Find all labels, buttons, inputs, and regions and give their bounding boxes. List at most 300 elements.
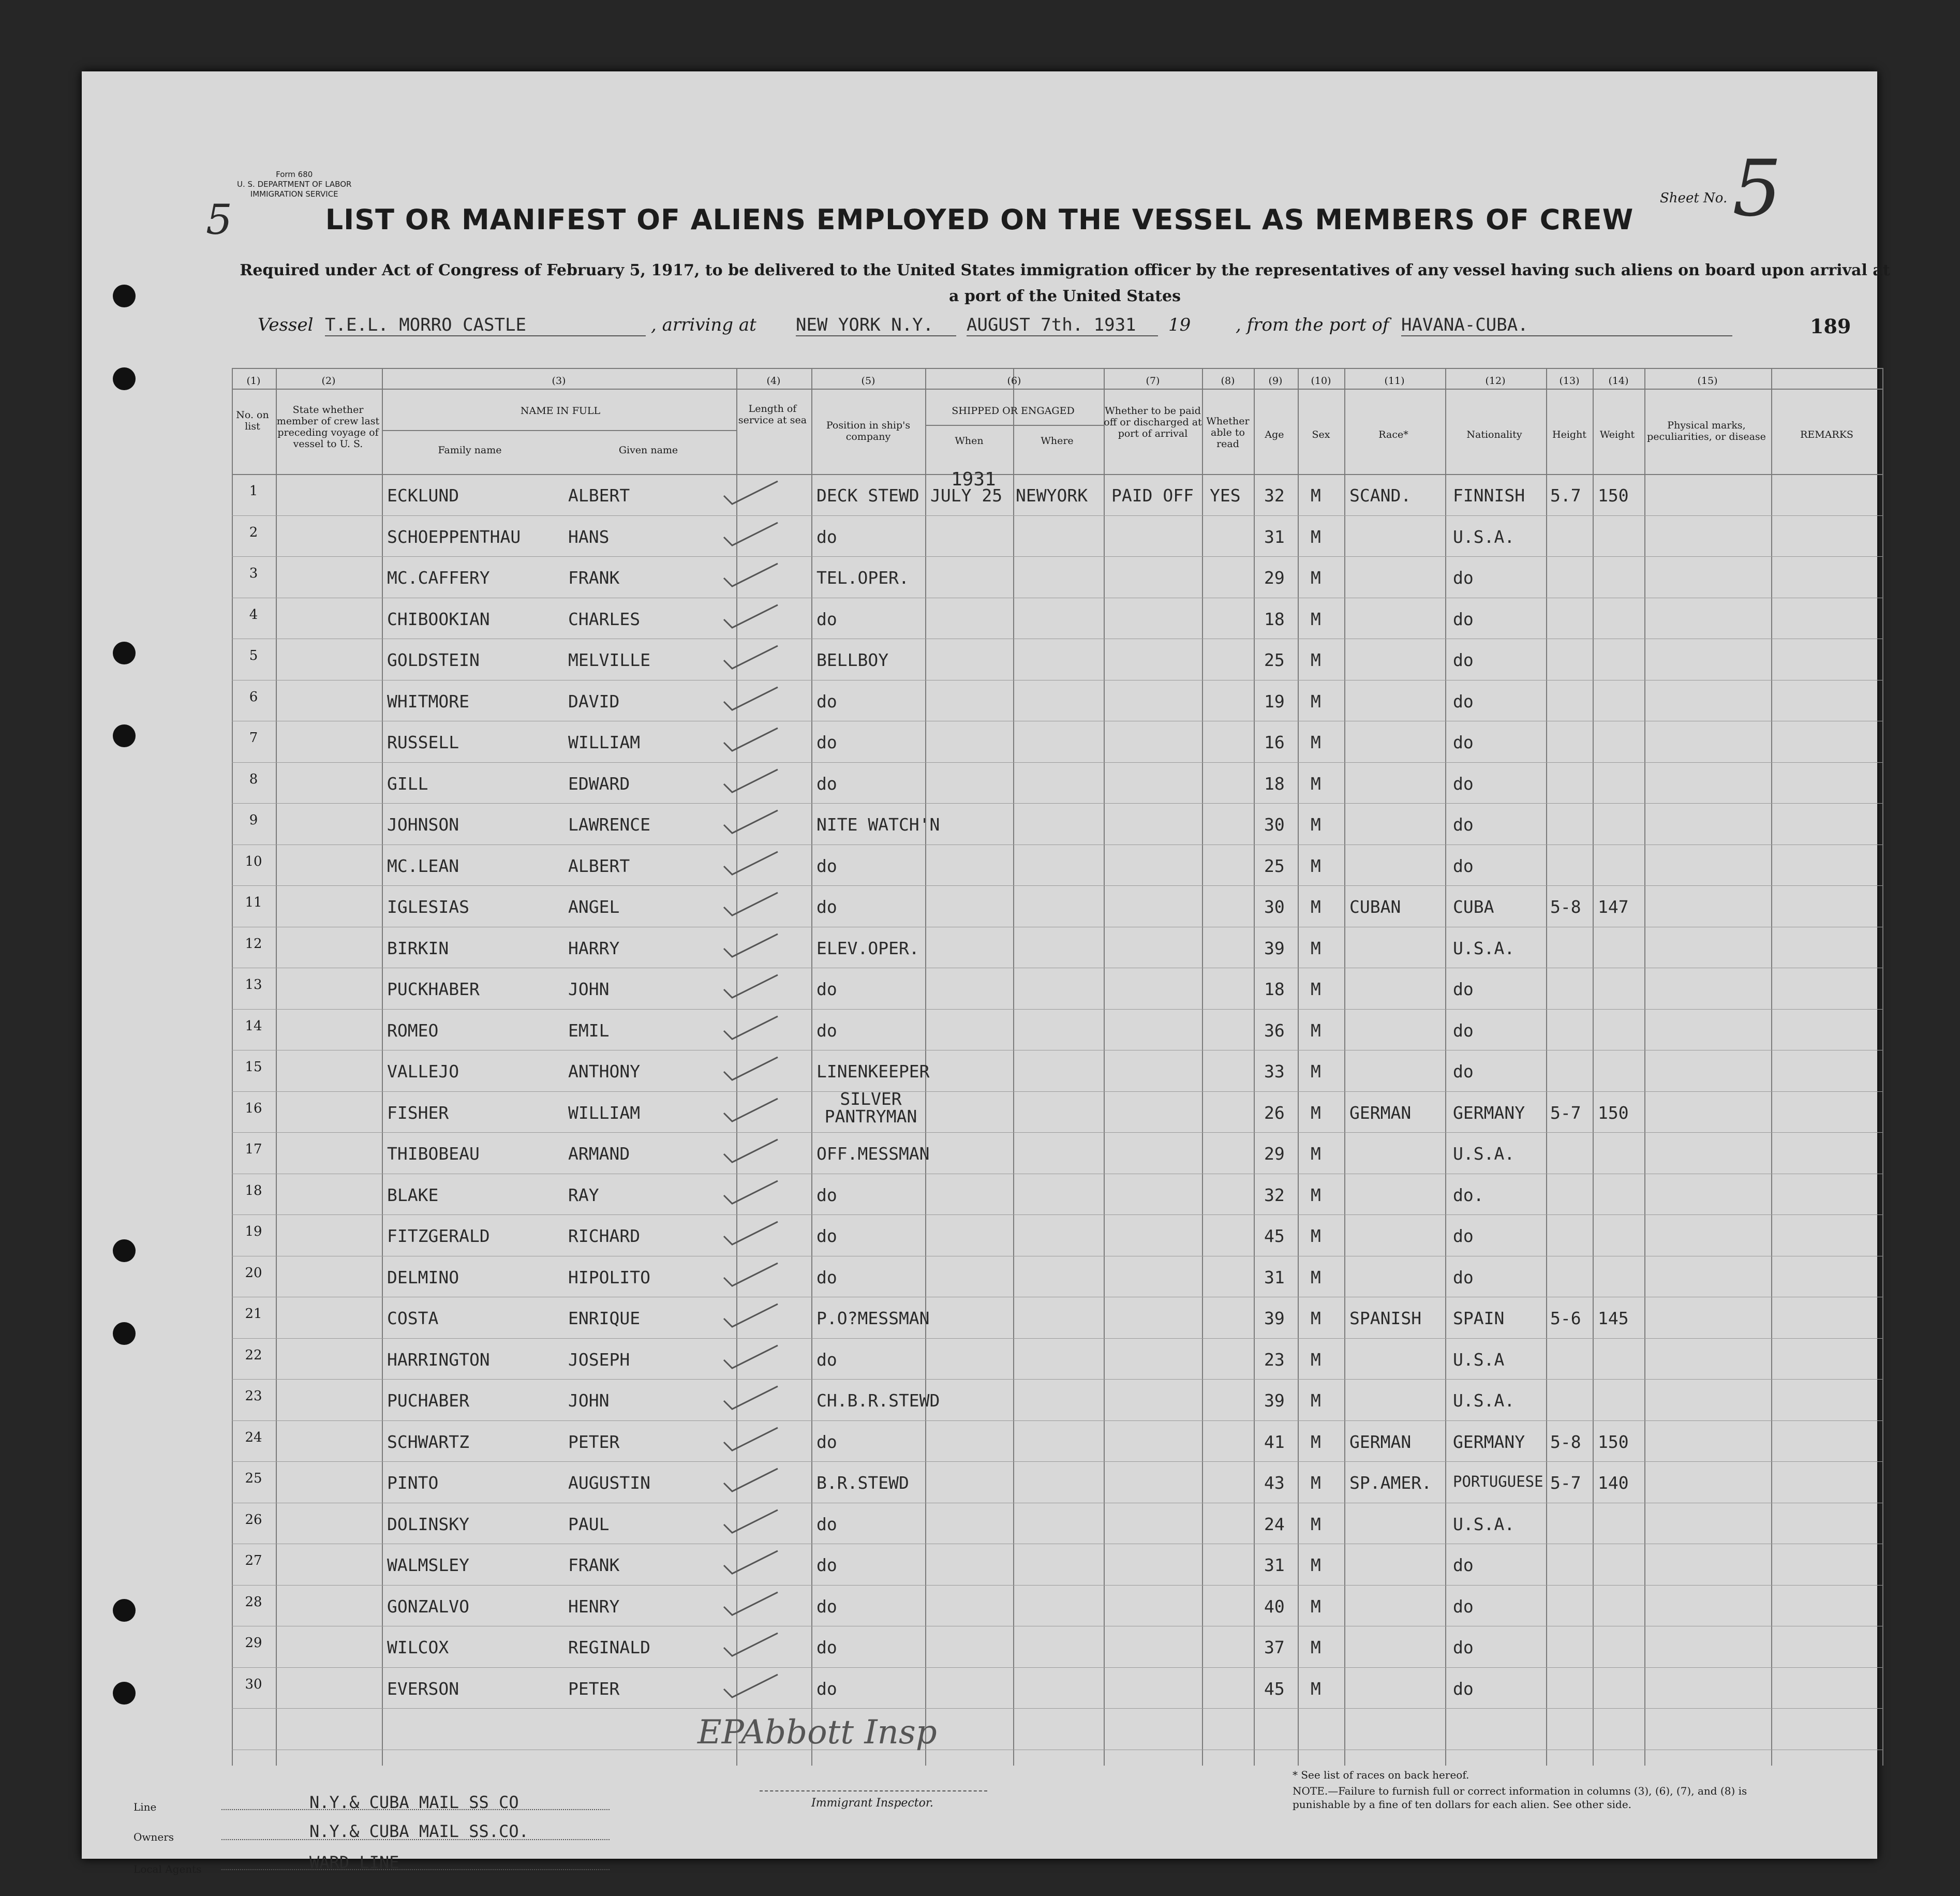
age-cell: 18 bbox=[1264, 979, 1285, 999]
age-cell: 36 bbox=[1264, 1020, 1285, 1041]
position-cell: LINENKEEPER bbox=[816, 1061, 930, 1082]
age-cell: 39 bbox=[1264, 1390, 1285, 1411]
punch-hole bbox=[113, 1239, 136, 1262]
header-where: Where bbox=[1041, 435, 1074, 447]
page-title: LIST OR MANIFEST OF ALIENS EMPLOYED ON THE VESSEL AS MEMBERS OF CREW bbox=[325, 203, 1634, 236]
header-state-whether: State whether member of crew last preceding voyage of vessel to U. S. bbox=[276, 404, 380, 450]
nationality-cell: do bbox=[1453, 1678, 1474, 1699]
line-value: N.Y.& CUBA MAIL SS CO bbox=[309, 1793, 519, 1812]
nationality-cell: CUBA bbox=[1453, 897, 1494, 917]
header-physical: Physical marks, peculiarities, or disease bbox=[1647, 420, 1766, 442]
column-number: (3) bbox=[552, 375, 566, 387]
table-row bbox=[232, 1009, 1882, 1050]
row-number: 9 bbox=[249, 812, 258, 828]
position-cell: do bbox=[816, 1267, 837, 1287]
check-mark-icon bbox=[721, 1630, 757, 1648]
check-mark-icon bbox=[721, 890, 757, 907]
age-cell: 25 bbox=[1264, 855, 1285, 876]
given-name-cell: MELVILLE bbox=[568, 650, 650, 670]
age-cell: 39 bbox=[1264, 938, 1285, 958]
sex-cell: M bbox=[1311, 1678, 1321, 1699]
row-number: 28 bbox=[245, 1594, 262, 1610]
check-mark-icon bbox=[721, 684, 757, 702]
given-name-cell: PAUL bbox=[568, 1514, 610, 1534]
vessel-label: Vessel bbox=[258, 315, 314, 335]
check-mark-icon bbox=[721, 1507, 757, 1524]
given-name-cell: PETER bbox=[568, 1431, 620, 1452]
column-number: (7) bbox=[1146, 375, 1160, 387]
header-sex: Sex bbox=[1312, 429, 1330, 440]
sex-cell: M bbox=[1311, 773, 1321, 794]
penalty-note: NOTE.—Failure to furnish full or correct information in columns (3), (6), (7), and (8) is punishable by a fine of ten dollars for each alien. See other side. bbox=[1293, 1785, 1747, 1811]
nationality-cell: U.S.A. bbox=[1453, 526, 1515, 547]
given-name-cell: ALBERT bbox=[568, 855, 630, 876]
service-name: IMMIGRATION SERVICE bbox=[250, 189, 338, 199]
sex-cell: M bbox=[1311, 732, 1321, 752]
table-row bbox=[232, 1338, 1882, 1380]
family-name-cell: EVERSON bbox=[387, 1678, 459, 1699]
arriving-label: , arriving at bbox=[651, 315, 756, 335]
agents-underline bbox=[221, 1849, 610, 1870]
column-number: (2) bbox=[321, 375, 336, 387]
row-number: 19 bbox=[245, 1224, 262, 1239]
nationality-cell: do bbox=[1453, 609, 1474, 629]
given-name-cell: HIPOLITO bbox=[568, 1267, 650, 1287]
table-row bbox=[232, 1174, 1882, 1215]
family-name-cell: PINTO bbox=[387, 1473, 439, 1493]
family-name-cell: THIBOBEAU bbox=[387, 1144, 480, 1164]
table-row bbox=[232, 1461, 1882, 1503]
position-cell: do bbox=[816, 1596, 837, 1617]
paid-off-cell: PAID OFF bbox=[1111, 485, 1194, 506]
sheet-number-label: Sheet No. bbox=[1660, 190, 1728, 206]
family-name-cell: DOLINSKY bbox=[387, 1514, 469, 1534]
row-number: 20 bbox=[245, 1265, 262, 1281]
position-cell: do bbox=[816, 526, 837, 547]
family-name-cell: IGLESIAS bbox=[387, 897, 469, 917]
given-name-cell: PETER bbox=[568, 1678, 620, 1699]
race-cell: SPANISH bbox=[1349, 1308, 1422, 1328]
given-name-cell: LAWRENCE bbox=[568, 814, 650, 835]
vessel-name: T.E.L. MORRO CASTLE bbox=[325, 315, 646, 336]
check-mark-icon bbox=[721, 1383, 757, 1401]
given-name-cell: ANTHONY bbox=[568, 1061, 641, 1082]
family-name-cell: WILCOX bbox=[387, 1637, 449, 1657]
check-mark-icon bbox=[721, 1465, 757, 1483]
family-name-cell: JOHNSON bbox=[387, 814, 459, 835]
family-name-cell: MC.CAFFERY bbox=[387, 568, 490, 588]
family-name-cell: SCHWARTZ bbox=[387, 1431, 469, 1452]
weight-cell: 147 bbox=[1598, 897, 1629, 917]
table-row bbox=[232, 1585, 1882, 1626]
nationality-cell: U.S.A bbox=[1453, 1349, 1505, 1370]
family-name-cell: RUSSELL bbox=[387, 732, 459, 752]
nationality-cell: do bbox=[1453, 814, 1474, 835]
position-cell: do bbox=[816, 609, 837, 629]
sex-cell: M bbox=[1311, 1061, 1321, 1082]
agents-value: WARD LINE bbox=[309, 1853, 399, 1872]
given-name-cell: RICHARD bbox=[568, 1226, 641, 1246]
sex-cell: M bbox=[1311, 938, 1321, 958]
sex-cell: M bbox=[1311, 897, 1321, 917]
race-cell: SCAND. bbox=[1349, 485, 1412, 506]
check-mark-icon bbox=[721, 1136, 757, 1154]
row-number: 10 bbox=[245, 853, 262, 869]
sex-cell: M bbox=[1311, 1473, 1321, 1493]
nationality-cell: do bbox=[1453, 691, 1474, 712]
table-row bbox=[232, 1214, 1882, 1256]
table-row bbox=[232, 680, 1882, 721]
check-mark-icon bbox=[721, 478, 757, 496]
check-mark-icon bbox=[721, 1219, 757, 1236]
given-name-cell: FRANK bbox=[568, 568, 620, 588]
age-cell: 33 bbox=[1264, 1061, 1285, 1082]
check-mark-icon bbox=[721, 1178, 757, 1195]
nationality-cell: do bbox=[1453, 1555, 1474, 1575]
check-mark-icon bbox=[721, 560, 757, 578]
sex-cell: M bbox=[1311, 1596, 1321, 1617]
family-name-cell: GONZALVO bbox=[387, 1596, 469, 1617]
shipped-where-cell: NEWYORK bbox=[1016, 485, 1088, 506]
position-cell: B.R.STEWD bbox=[816, 1473, 909, 1493]
check-mark-icon bbox=[721, 1342, 757, 1360]
age-cell: 32 bbox=[1264, 1184, 1285, 1205]
given-name-cell: JOSEPH bbox=[568, 1349, 630, 1370]
age-cell: 31 bbox=[1264, 526, 1285, 547]
grid-column-line bbox=[1882, 368, 1883, 1766]
position-cell: DECK STEWD bbox=[816, 485, 919, 506]
position-cell: do bbox=[816, 773, 837, 794]
position-cell: do bbox=[816, 732, 837, 752]
line-label: Line bbox=[133, 1801, 157, 1813]
sex-cell: M bbox=[1311, 855, 1321, 876]
sheet-number-value: 5 bbox=[1732, 144, 1782, 234]
family-name-cell: FISHER bbox=[387, 1102, 449, 1123]
given-name-cell: CHARLES bbox=[568, 609, 641, 629]
nationality-cell: do bbox=[1453, 650, 1474, 670]
family-name-cell: MC.LEAN bbox=[387, 855, 459, 876]
position-cell: NITE WATCH'N bbox=[816, 814, 940, 835]
family-name-cell: ECKLUND bbox=[387, 485, 459, 506]
family-name-cell: BIRKIN bbox=[387, 938, 449, 958]
form-identification bbox=[237, 170, 351, 199]
position-cell: do bbox=[816, 979, 837, 999]
age-cell: 37 bbox=[1264, 1637, 1285, 1657]
row-number: 21 bbox=[245, 1306, 262, 1322]
nationality-cell: U.S.A. bbox=[1453, 1390, 1515, 1411]
age-cell: 39 bbox=[1264, 1308, 1285, 1328]
row-number: 16 bbox=[245, 1100, 262, 1116]
given-name-cell: WILLIAM bbox=[568, 1102, 641, 1123]
sex-cell: M bbox=[1311, 691, 1321, 712]
owners-value: N.Y.& CUBA MAIL SS.CO. bbox=[309, 1821, 529, 1841]
header-race: Race* bbox=[1378, 429, 1408, 440]
subheader-line bbox=[382, 430, 736, 431]
check-mark-icon bbox=[721, 520, 757, 537]
inspector-label: Immigrant Inspector. bbox=[811, 1797, 933, 1810]
position-cell: do bbox=[816, 1431, 837, 1452]
position-cell: do bbox=[816, 897, 837, 917]
family-name-cell: ROMEO bbox=[387, 1020, 439, 1041]
header-position: Position in ship's company bbox=[826, 420, 911, 442]
height-cell: 5.7 bbox=[1550, 485, 1581, 506]
race-cell: SP.AMER. bbox=[1349, 1473, 1432, 1493]
table-row bbox=[232, 721, 1882, 762]
given-name-cell: ARMAND bbox=[568, 1144, 630, 1164]
table-row bbox=[232, 1420, 1882, 1462]
row-number: 26 bbox=[245, 1512, 262, 1528]
nationality-cell: do bbox=[1453, 732, 1474, 752]
race-cell: GERMAN bbox=[1349, 1431, 1412, 1452]
sex-cell: M bbox=[1311, 1226, 1321, 1246]
row-number: 1 bbox=[249, 483, 258, 499]
sex-cell: M bbox=[1311, 568, 1321, 588]
row-number: 18 bbox=[245, 1182, 262, 1198]
family-name-cell: CHIBOOKIAN bbox=[387, 609, 490, 629]
nationality-cell: do bbox=[1453, 979, 1474, 999]
age-cell: 41 bbox=[1264, 1431, 1285, 1452]
given-name-cell: ALBERT bbox=[568, 485, 630, 506]
table-row bbox=[232, 639, 1882, 680]
header-remarks: REMARKS bbox=[1800, 429, 1853, 440]
age-cell: 30 bbox=[1264, 814, 1285, 835]
sex-cell: M bbox=[1311, 1267, 1321, 1287]
header-weight: Weight bbox=[1599, 429, 1635, 440]
family-name-cell: BLAKE bbox=[387, 1184, 439, 1205]
agents-label: Local Agents bbox=[133, 1863, 202, 1875]
shipped-when-cell: JULY 25 bbox=[930, 485, 1003, 506]
table-row bbox=[232, 968, 1882, 1009]
table-row bbox=[232, 515, 1882, 557]
vessel-line bbox=[258, 315, 1862, 340]
manifest-sheet bbox=[82, 71, 1890, 1875]
row-number: 13 bbox=[245, 977, 262, 993]
able-to-read-cell: YES bbox=[1210, 485, 1241, 506]
age-cell: 45 bbox=[1264, 1226, 1285, 1246]
given-name-cell: HANS bbox=[568, 526, 610, 547]
family-name-cell: VALLEJO bbox=[387, 1061, 459, 1082]
family-name-cell: HARRINGTON bbox=[387, 1349, 490, 1370]
given-name-cell: HARRY bbox=[568, 938, 620, 958]
position-cell: do bbox=[816, 1020, 837, 1041]
table-row bbox=[232, 1503, 1882, 1544]
age-cell: 32 bbox=[1264, 485, 1285, 506]
table-row bbox=[232, 1256, 1882, 1297]
weight-cell: 150 bbox=[1598, 1431, 1629, 1452]
position-cell: do bbox=[816, 1514, 837, 1534]
column-number: (5) bbox=[861, 375, 875, 387]
check-mark-icon bbox=[721, 1301, 757, 1319]
given-name-cell: AUGUSTIN bbox=[568, 1473, 650, 1493]
header-length-service: Length of service at sea bbox=[738, 403, 807, 426]
subheader-line bbox=[925, 425, 1104, 426]
race-cell: GERMAN bbox=[1349, 1102, 1412, 1123]
position-cell: OFF.MESSMAN bbox=[816, 1144, 930, 1164]
check-mark-icon bbox=[721, 725, 757, 743]
nationality-cell: GERMANY bbox=[1453, 1102, 1525, 1123]
table-row bbox=[232, 885, 1882, 927]
punch-hole bbox=[113, 642, 136, 664]
shipped-year: 1931 bbox=[951, 469, 996, 490]
position-cell: do bbox=[816, 1678, 837, 1699]
table-row bbox=[232, 1626, 1882, 1667]
column-number: (15) bbox=[1697, 375, 1718, 387]
grid-row-line bbox=[232, 368, 1882, 369]
grid-row-line bbox=[232, 389, 1882, 390]
position-cell: CH.B.R.STEWD bbox=[816, 1390, 940, 1411]
row-number: 4 bbox=[249, 606, 258, 623]
sex-cell: M bbox=[1311, 609, 1321, 629]
grid-row-line bbox=[232, 1708, 1882, 1709]
punch-hole bbox=[113, 1599, 136, 1622]
table-row bbox=[232, 845, 1882, 886]
row-number: 7 bbox=[249, 730, 258, 746]
age-cell: 31 bbox=[1264, 1267, 1285, 1287]
table-row bbox=[232, 1544, 1882, 1585]
form-number: Form 680 bbox=[276, 170, 313, 179]
table-row bbox=[232, 1667, 1882, 1709]
age-cell: 23 bbox=[1264, 1349, 1285, 1370]
position-cell: ELEV.OPER. bbox=[816, 938, 919, 958]
table-row bbox=[232, 1379, 1882, 1420]
nationality-cell: U.S.A. bbox=[1453, 938, 1515, 958]
height-cell: 5-7 bbox=[1550, 1473, 1581, 1493]
nationality-cell: GERMANY bbox=[1453, 1431, 1525, 1452]
sex-cell: M bbox=[1311, 1555, 1321, 1575]
crew-table bbox=[232, 368, 1960, 1766]
punch-hole bbox=[113, 285, 136, 307]
inspector-line bbox=[760, 1790, 987, 1791]
sex-cell: M bbox=[1311, 1102, 1321, 1123]
age-cell: 16 bbox=[1264, 732, 1285, 752]
from-port: HAVANA-CUBA. bbox=[1401, 315, 1732, 336]
nationality-cell: do. bbox=[1453, 1184, 1484, 1205]
race-cell: CUBAN bbox=[1349, 897, 1401, 917]
check-mark-icon bbox=[721, 602, 757, 619]
nationality-cell: U.S.A. bbox=[1453, 1144, 1515, 1164]
given-name-cell: ANGEL bbox=[568, 897, 620, 917]
header-height: Height bbox=[1552, 429, 1586, 440]
position-cell: do bbox=[816, 1226, 837, 1246]
nationality-cell: PORTUGUESE bbox=[1453, 1473, 1543, 1490]
punch-hole bbox=[113, 1682, 136, 1705]
given-name-cell: JOHN bbox=[568, 979, 610, 999]
punch-hole bbox=[113, 1322, 136, 1345]
family-name-cell: GOLDSTEIN bbox=[387, 650, 480, 670]
table-row bbox=[232, 598, 1882, 639]
check-mark-icon bbox=[721, 1425, 757, 1442]
header-paid-off: Whether to be paid off or discharged at port of arrival bbox=[1104, 405, 1202, 439]
sex-cell: M bbox=[1311, 1144, 1321, 1164]
check-mark-icon bbox=[721, 931, 757, 949]
check-mark-icon bbox=[721, 643, 757, 660]
position-cell: P.O?MESSMAN bbox=[816, 1308, 930, 1328]
sex-cell: M bbox=[1311, 1184, 1321, 1205]
row-number: 12 bbox=[245, 936, 262, 952]
column-number: (10) bbox=[1311, 375, 1331, 387]
position-cell: do bbox=[816, 855, 837, 876]
table-row bbox=[232, 1132, 1882, 1174]
row-number: 3 bbox=[249, 566, 258, 581]
sex-cell: M bbox=[1311, 979, 1321, 999]
header-family-name: Family name bbox=[438, 445, 502, 456]
check-mark-icon bbox=[721, 849, 757, 866]
table-row bbox=[232, 762, 1882, 804]
position-cell: TEL.OPER. bbox=[816, 568, 909, 588]
weight-cell: 150 bbox=[1598, 1102, 1629, 1123]
weight-cell: 150 bbox=[1598, 485, 1629, 506]
nationality-cell: do bbox=[1453, 568, 1474, 588]
header-able-read: Whether able to read bbox=[1206, 416, 1250, 450]
check-mark-icon bbox=[721, 807, 757, 825]
check-mark-icon bbox=[721, 1013, 757, 1031]
nationality-cell: FINNISH bbox=[1453, 485, 1525, 506]
table-row bbox=[232, 474, 1882, 515]
position-cell: do bbox=[816, 1555, 837, 1575]
weight-cell: 145 bbox=[1598, 1308, 1629, 1328]
header-nationality: Nationality bbox=[1466, 429, 1522, 440]
header-when: When bbox=[955, 435, 984, 447]
sex-cell: M bbox=[1311, 1308, 1321, 1328]
given-name-cell: EMIL bbox=[568, 1020, 610, 1041]
family-name-cell: WALMSLEY bbox=[387, 1555, 469, 1575]
age-cell: 43 bbox=[1264, 1473, 1285, 1493]
row-number: 14 bbox=[245, 1018, 262, 1034]
department-name: U. S. DEPARTMENT OF LABOR bbox=[237, 180, 352, 189]
family-name-cell: WHITMORE bbox=[387, 691, 469, 712]
family-name-cell: DELMINO bbox=[387, 1267, 459, 1287]
position-cell: do bbox=[816, 1184, 837, 1205]
row-number: 11 bbox=[245, 895, 262, 910]
stamp-number: 189 bbox=[1810, 315, 1851, 338]
given-name-cell: REGINALD bbox=[568, 1637, 650, 1657]
age-cell: 31 bbox=[1264, 1555, 1285, 1575]
nationality-cell: do bbox=[1453, 1596, 1474, 1617]
given-name-cell: WILLIAM bbox=[568, 732, 641, 752]
column-number: (6) bbox=[1007, 375, 1021, 387]
age-cell: 25 bbox=[1264, 650, 1285, 670]
given-name-cell: HENRY bbox=[568, 1596, 620, 1617]
family-name-cell: FITZGERALD bbox=[387, 1226, 490, 1246]
age-cell: 30 bbox=[1264, 897, 1285, 917]
nationality-cell: U.S.A. bbox=[1453, 1514, 1515, 1534]
nationality-cell: do bbox=[1453, 1226, 1474, 1246]
sex-cell: M bbox=[1311, 650, 1321, 670]
table-row bbox=[232, 803, 1882, 845]
sex-cell: M bbox=[1311, 526, 1321, 547]
height-cell: 5-8 bbox=[1550, 1431, 1581, 1452]
row-number: 8 bbox=[249, 771, 258, 787]
column-number: (14) bbox=[1608, 375, 1629, 387]
sex-cell: M bbox=[1311, 1349, 1321, 1370]
age-cell: 19 bbox=[1264, 691, 1285, 712]
given-name-cell: EDWARD bbox=[568, 773, 630, 794]
row-number: 23 bbox=[245, 1388, 262, 1404]
age-cell: 18 bbox=[1264, 773, 1285, 794]
family-name-cell: SCHOEPPENTHAU bbox=[387, 526, 521, 547]
header-age: Age bbox=[1265, 429, 1284, 440]
weight-cell: 140 bbox=[1598, 1473, 1629, 1493]
nationality-cell: do bbox=[1453, 1267, 1474, 1287]
punch-hole bbox=[113, 724, 136, 747]
check-mark-icon bbox=[721, 766, 757, 784]
check-mark-icon bbox=[721, 1095, 757, 1113]
column-number: (4) bbox=[766, 375, 781, 387]
row-number: 17 bbox=[245, 1142, 262, 1157]
header-given-name: Given name bbox=[618, 445, 678, 456]
nationality-cell: do bbox=[1453, 855, 1474, 876]
from-port-label: , from the port of bbox=[1236, 315, 1389, 335]
